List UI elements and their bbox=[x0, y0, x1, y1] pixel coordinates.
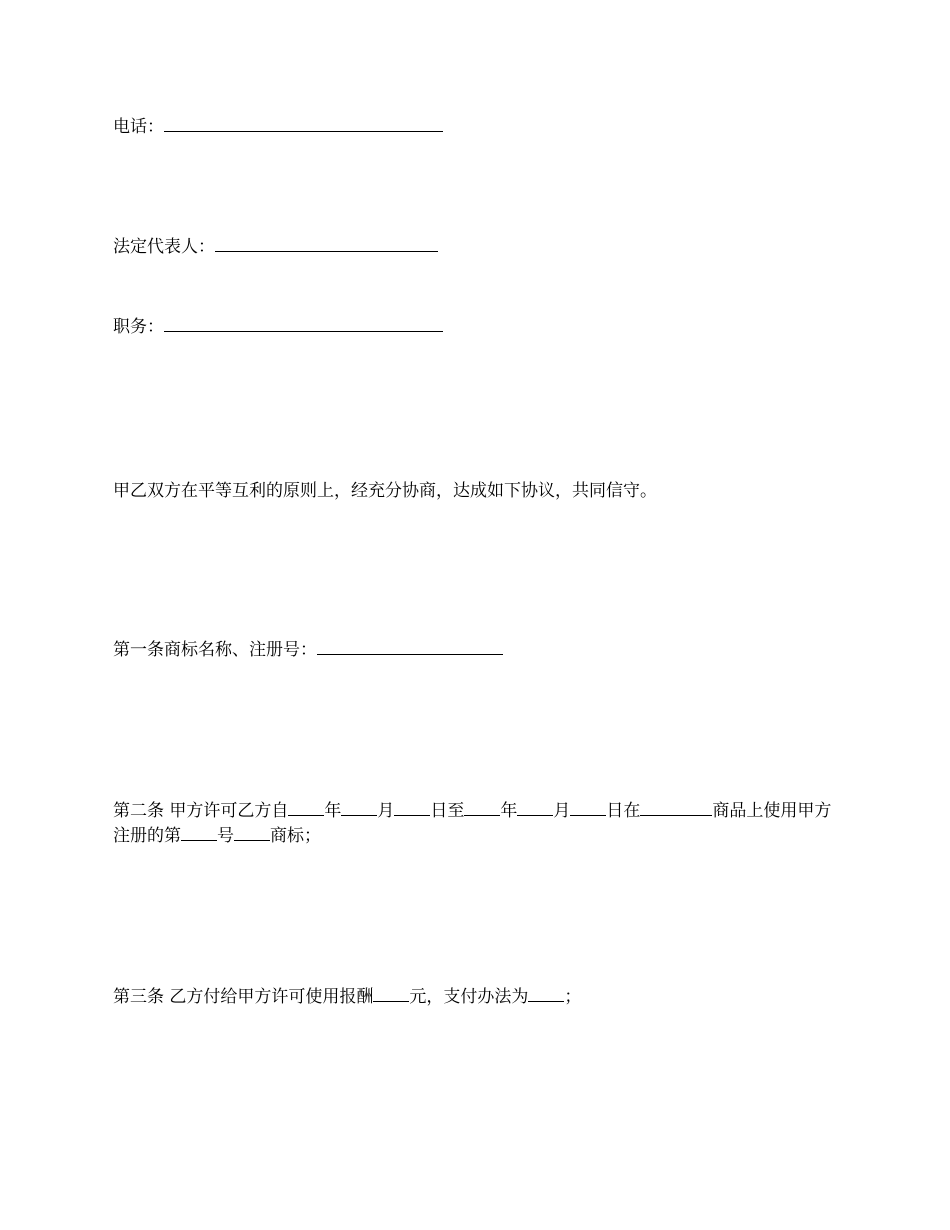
legal-rep-blank bbox=[215, 234, 438, 252]
article-1 bbox=[113, 637, 503, 662]
article-3-yuan: 元，支付办法为 bbox=[409, 987, 529, 1007]
article-2-year2: 年 bbox=[500, 801, 518, 821]
article-2-goods: 商品上使用甲方注册的第 bbox=[113, 801, 832, 846]
start-day-blank bbox=[394, 798, 430, 816]
article-2-month2: 月 bbox=[553, 801, 571, 821]
legal-rep-label: 法定代表人： bbox=[113, 237, 215, 257]
trademark-blank bbox=[234, 823, 270, 841]
start-year-blank bbox=[288, 798, 324, 816]
article-2-day-to: 日至 bbox=[430, 801, 465, 821]
phone-field bbox=[113, 114, 443, 139]
article-2-number: 号 bbox=[217, 826, 234, 846]
end-year-blank bbox=[464, 798, 500, 816]
article-2-part1: 第二条 甲方许可乙方自 bbox=[113, 801, 289, 821]
intro-paragraph: 甲乙双方在平等互利的原则上，经充分协商，达成如下协议，共同信守。 bbox=[113, 481, 657, 501]
legal-representative-field bbox=[113, 234, 438, 259]
trademark-name-blank bbox=[317, 637, 503, 655]
article-3-end: ； bbox=[564, 987, 582, 1007]
article-2-trademark: 商标； bbox=[270, 826, 321, 846]
position-label: 职务： bbox=[113, 317, 164, 337]
end-month-blank bbox=[517, 798, 553, 816]
phone-label: 电话： bbox=[113, 117, 164, 137]
article-2-year1: 年 bbox=[324, 801, 342, 821]
article-3 bbox=[113, 984, 581, 1009]
position-blank bbox=[164, 314, 443, 332]
goods-blank bbox=[640, 798, 712, 816]
payment-method-blank bbox=[528, 984, 564, 1002]
fee-blank bbox=[373, 984, 409, 1002]
article-3-part1: 第三条 乙方付给甲方许可使用报酬 bbox=[113, 987, 374, 1007]
position-field bbox=[113, 314, 443, 339]
article-2 bbox=[113, 798, 833, 848]
end-day-blank bbox=[570, 798, 606, 816]
start-month-blank bbox=[341, 798, 377, 816]
article-2-day-in: 日在 bbox=[606, 801, 641, 821]
phone-blank bbox=[164, 114, 443, 132]
registration-number-blank bbox=[181, 823, 217, 841]
article-1-text: 第一条商标名称、注册号： bbox=[113, 640, 317, 660]
article-2-month1: 月 bbox=[377, 801, 395, 821]
